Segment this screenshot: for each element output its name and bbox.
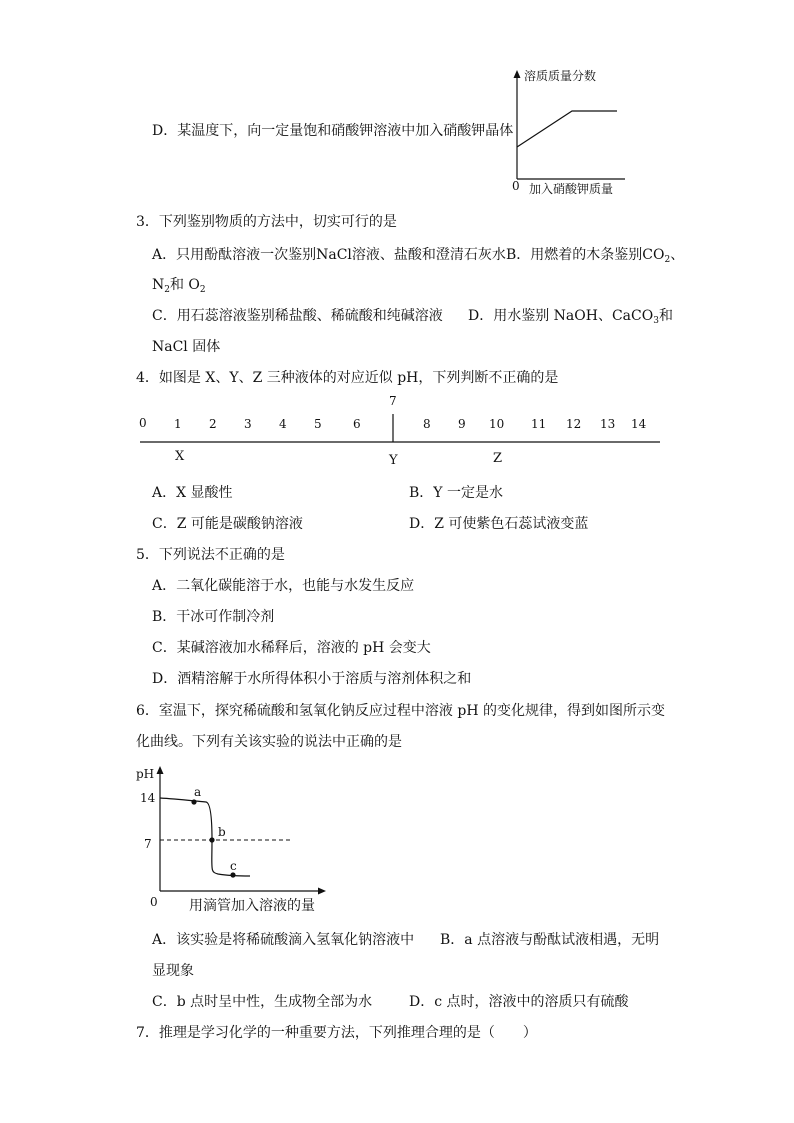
q6-origin: 0 <box>150 895 158 909</box>
q3-option-b: B．用燃着的木条鉴别$CO_2$、 <box>506 247 685 265</box>
q4-option-d: D．Z 可使紫色石蕊试液变蓝 <box>409 516 589 532</box>
point-c <box>230 872 235 877</box>
ph-label-8: 8 <box>423 417 431 431</box>
ph-label-12: 12 <box>566 417 582 431</box>
ph-label-4: 4 <box>279 417 287 431</box>
q2-option-d: D．某温度下，向一定量饱和硝酸钾溶液中加入硝酸钾晶体 <box>152 123 514 139</box>
q6-label-c: c <box>230 859 237 873</box>
q4-option-c: C．Z 可能是碳酸钠溶液 <box>152 516 303 532</box>
q5-option-c: C．某碱溶液加水稀释后，溶液的 pH 会变大 <box>152 640 431 656</box>
q3-stem: 3．下列鉴别物质的方法中，切实可行的是 <box>136 214 397 230</box>
q6-y7: 7 <box>144 837 152 851</box>
q6-y14: 14 <box>140 791 156 805</box>
q6-option-c: C．b 点时呈中性，生成物全部为水 <box>152 994 373 1010</box>
q6-stem-line1: 6．室温下，探究稀硫酸和氢氧化钠反应过程中溶液 pH 的变化规律，得到如图所示变 <box>136 703 665 719</box>
q7-stem: 7．推理是学习化学的一种重要方法，下列推理合理的是（ ） <box>136 1025 537 1041</box>
q2d-origin: 0 <box>512 179 520 193</box>
q6-option-b: B．a 点溶液与酚酞试液相遇，无明 <box>440 932 660 948</box>
q6-xlabel: 用滴管加入溶液的量 <box>189 898 315 914</box>
q2d-xlabel: 加入硝酸钾质量 <box>529 182 614 196</box>
q3-option-d-cont: NaCl 固体 <box>152 339 221 355</box>
q6-option-b-cont: 显现象 <box>152 963 194 979</box>
ph-label-3: 3 <box>244 417 252 431</box>
marker-z: Z <box>493 451 503 466</box>
q3-option-d: D．用水鉴别 NaOH、CaCO$_3$和 <box>468 308 673 326</box>
ph-label-14: 14 <box>631 417 647 431</box>
q5-option-b: B．干冰可作制冷剂 <box>152 609 275 625</box>
q3-option-a: A．只用酚酞溶液一次鉴别NaCl溶液、盐酸和澄清石灰水 <box>152 247 506 263</box>
ph-label-0: 0 <box>139 416 147 430</box>
q6-label-b: b <box>218 825 226 839</box>
marker-x: X <box>175 449 185 464</box>
q4-option-b: B．Y 一定是水 <box>409 485 503 501</box>
q6-stem-line2: 化曲线。下列有关该实验的说法中正确的是 <box>136 734 402 750</box>
q4-option-a: A．X 显酸性 <box>152 485 233 501</box>
q6-label-a: a <box>194 785 202 799</box>
q5-stem: 5．下列说法不正确的是 <box>136 547 285 563</box>
q6-option-d: D．c 点时，溶液中的溶质只有硫酸 <box>409 994 629 1010</box>
point-b <box>209 837 214 842</box>
q5-option-a: A．二氧化碳能溶于水，也能与水发生反应 <box>152 578 415 594</box>
ph-label-10: 10 <box>489 417 505 431</box>
ph-label-5: 5 <box>314 417 322 431</box>
ph-label-11: 11 <box>531 417 547 431</box>
q3-option-c: C．用石蕊溶液鉴别稀盐酸、稀硫酸和纯碱溶液 <box>152 308 443 324</box>
q6-option-a: A．该实验是将稀硫酸滴入氢氧化钠溶液中 <box>152 932 415 948</box>
q5-option-d: D．酒精溶解于水所得体积小于溶质与溶剂体积之和 <box>152 671 472 687</box>
ph-label-9: 9 <box>458 417 466 431</box>
ph-label-13: 13 <box>600 417 616 431</box>
ph-label-6: 6 <box>353 417 361 431</box>
q2d-graph <box>500 62 640 202</box>
marker-y: Y <box>389 453 398 468</box>
q3-option-b-cont: $N_2$和 $O_2$ <box>152 277 206 295</box>
ph-label-1: 1 <box>174 417 182 431</box>
point-a <box>191 799 196 804</box>
q4-stem: 4．如图是 X、Y、Z 三种液体的对应近似 pH，下列判断不正确的是 <box>136 370 559 386</box>
ph-scale <box>130 388 670 470</box>
ph-label-7: 7 <box>389 394 397 408</box>
q6-ylabel: pH <box>136 767 155 781</box>
q2d-ylabel: 溶质质量分数 <box>524 69 597 83</box>
q6-ph-graph <box>130 760 340 920</box>
ph-label-2: 2 <box>209 417 217 431</box>
